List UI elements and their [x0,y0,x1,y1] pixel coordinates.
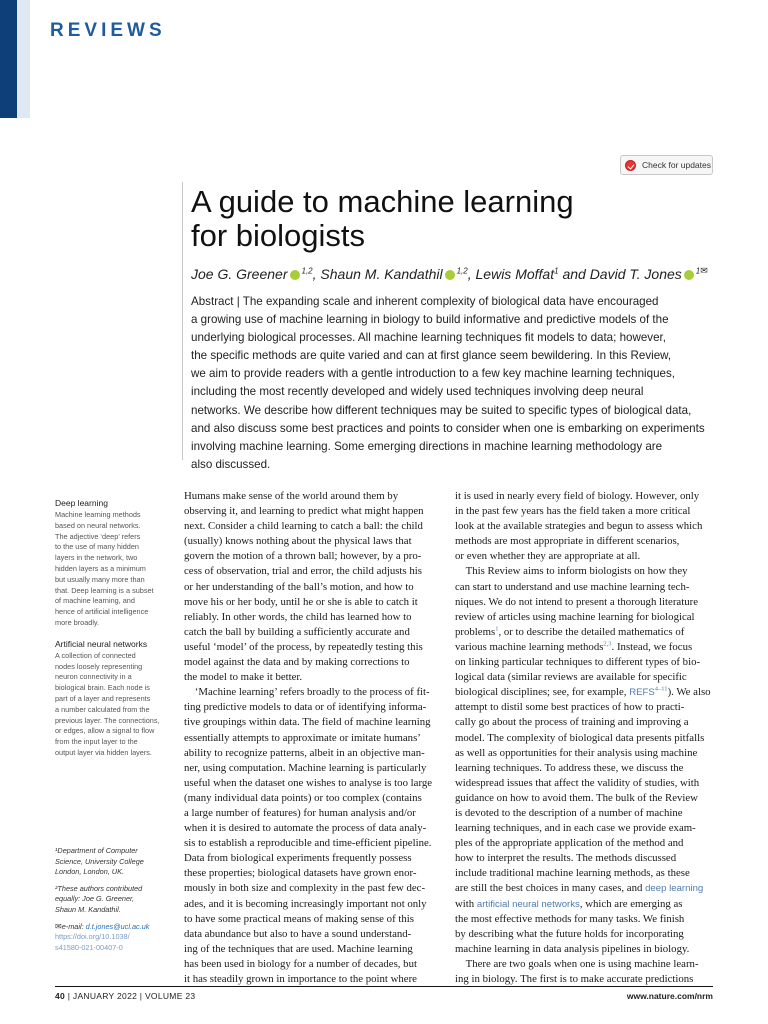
body-line [455,625,713,640]
author-list [191,266,731,282]
body-text: , which are emerging as [579,897,683,910]
footer-rule [55,986,713,987]
abstract-line: also discussed. [191,457,271,471]
glossary-line: from the input layer to the [55,737,138,747]
body-line: sis to establish a reproducible and time-efficient pipeline. [184,837,432,850]
body-line: logical data (similar reviews are available for specific [455,671,687,684]
glossary-line: nodes loosely representing [55,661,143,671]
body-line: has been used in biology for a number of decades, but [184,957,417,970]
author-2-affiliation: 1,2 [456,266,468,276]
glossary-line: based on neural networks. [55,520,141,530]
body-line: mously in both size and complexity in the past few dec- [184,882,426,895]
body-line: tive groupings within data. The field of machine learning [184,716,431,729]
affiliation-line: ²These authors contributed [55,883,143,893]
author-3[interactable]: , Lewis Moffat [467,266,555,282]
abstract-line: involving machine learning. Some emerging directions in machine learning methodology are [191,439,663,453]
body-line: ples of the appropriate application of the method and [455,837,684,850]
body-line: essentially attempts to approximate or imitate humans’ [184,731,421,744]
body-line: Humans make sense of the world around them by [184,490,399,502]
body-text: , or to describe the detailed mathematics of [498,625,685,638]
reference-link[interactable]: 1 [495,625,499,633]
body-line: machine learning in data analysis pipelines in biology. [455,942,690,955]
body-line: useful when the dataset one wishes to analyse is too large [184,776,433,789]
reference-link[interactable]: 4–11 [654,685,668,693]
title-line-1: A guide to machine learning [191,184,574,219]
glossary-entry [55,498,170,629]
body-line: it has steadily grown in importance to the point where [184,973,417,985]
glossary-line: that. Deep learning is a subset [55,585,154,595]
doi-link[interactable]: s41580-021-00407-0 [55,942,123,952]
body-line: cess of observation, trial and error, the child adjusts his [184,565,422,578]
body-line: these properties; biological datasets have grown enor- [184,867,417,880]
glossary-line: Machine learning methods [55,510,141,519]
affiliation-line: London, London, UK. [55,867,124,877]
body-line: is devoted to the description of a number of machine [455,806,683,819]
reference-link[interactable]: 2,3 [603,640,612,648]
abstract [191,293,716,474]
refs-link[interactable]: REFS [629,687,655,699]
title-rule [182,182,183,460]
body-line: ing in biology. The first is to make accurate predictions [455,973,694,985]
body-line: ‘Machine learning’ refers broadly to the process of fit- [184,686,430,699]
glossary-line: layers in the network, two [55,553,138,563]
body-line: catch the ball by building a sufficiently accurate and [184,625,410,638]
body-line: cally go about the process of training and improving a [455,716,689,729]
check-for-updates-label: Check for updates [642,160,711,170]
glossary-line: hence of artificial intelligence [55,607,149,617]
body-line: when it is desired to automate the process of data analy- [184,822,427,835]
body-line: This Review aims to inform biologists on how they [455,565,688,578]
abstract-line: and also discuss some best practices and points to consider when one is embarking on experiments [191,421,705,435]
glossary-line: biological brain. Each node is [55,683,150,693]
body-line: it is used in nearly every field of biology. However, only [455,490,700,502]
body-line: model. The complexity of biological data presents pitfalls [455,731,705,744]
body-line: ability to recognize patterns, albeit in an objective man- [184,746,425,759]
body-line: attempt to distil some best practices of how to practi- [455,701,685,714]
body-line: Data from biological experiments frequently possess [184,852,412,865]
body-line: to have some practical means of making sense of this [184,912,414,925]
body-line [455,685,713,700]
body-line: how to interpret the results. The methods discussed [455,852,677,865]
body-line: a large number of features) for human analysis and/or [184,806,416,819]
body-line: (usually) knows nothing about the physical laws that [184,535,412,548]
abstract-line: the specific methods are quite varied and can at first glance seem bewildering. In this Review, [191,349,672,363]
body-line: next. Consider a child learning to catch a ball: the child [184,520,423,533]
glossary-line: output layer via hidden layers. [55,747,152,757]
body-column-1 [184,489,441,987]
author-4-affiliation: 1 [695,266,701,276]
body-line: widespread issues that affect the validity of studies, with [455,776,700,789]
glossary-line: to the use of many hidden [55,542,139,552]
glossary-entry [55,639,170,759]
glossary-line: The adjective ‘deep’ refers [55,531,141,541]
body-line: model against the data and by making corrections to [184,656,410,669]
orcid-icon[interactable] [445,270,455,280]
body-line: or even whether they are appropriate at all. [455,550,641,563]
affiliation-line: Shaun M. Kandathil. [55,904,121,914]
body-text: are still the best choices in many cases, and [455,882,646,895]
body-text: problems [455,625,496,638]
body-line: methods are most appropriate in different scenarios, [455,535,680,548]
glossary-term: Deep learning [55,498,108,508]
abstract-line: a growing use of machine learning in biology to build informative and predictive models of the [191,313,669,327]
body-line [455,640,713,655]
abstract-line: including the most recently developed and widely used techniques involving deep neural [191,385,644,399]
affiliations [55,846,173,953]
body-line: or her understanding of the ball’s motion, and how to [184,580,414,593]
body-line: There are two goals when one is using machine learn- [455,957,699,970]
author-1[interactable]: Joe G. Greener [191,266,288,282]
page-number: 40 [55,991,66,1001]
glossary-line: part of a layer and represents [55,693,151,703]
title-line-2: for biologists [191,218,366,253]
glossary-line: more broadly. [55,617,100,627]
glossary-line: or edges, allow a signal to flow [55,726,155,736]
contact [55,922,173,954]
body-line: guidance on how to avoid them. The bulk of the Review [455,791,698,804]
glossary-line: of machine learning, and [55,596,135,606]
section-color-bar-shade [17,0,30,118]
body-line: reliably. In other words, the child has learned how to [184,610,412,623]
body-line: niques. We do not intend to present a thorough literature [455,595,699,608]
affiliation-line: equally: Joe G. Greener, [55,894,135,904]
glossary-term: Artificial neural networks [55,638,148,649]
glossary-line: previous layer. The connections, [55,715,160,725]
glossary-link-artificial-neural-networks[interactable]: artificial neural networks [476,898,580,910]
abstract-line: underlying biological processes. All machine learning techniques fit models to data; however, [191,331,666,345]
body-text: biological disciplines; see, for example, [455,686,630,699]
author-2[interactable]: , Shaun M. Kandathil [312,266,443,282]
glossary-line: A collection of connected [55,650,136,660]
body-line: the model to make it better. [184,671,303,684]
glossary-line: hidden layers as a minimum [55,563,146,573]
footer-issue-info [55,991,195,1001]
check-updates-icon [625,160,636,171]
section-label: REVIEWS [50,20,166,41]
orcid-icon[interactable] [290,270,300,280]
doi-link[interactable]: https://doi.org/10.1038/ [55,932,130,942]
email-link[interactable]: d.t.jones@ucl.ac.uk [85,921,150,931]
body-line: learning techniques, and in each case we provide exam- [455,822,696,835]
footer-journal-url[interactable]: www.nature.com/nrm [626,991,713,1001]
body-line: by describing what the future holds for incorporating [455,927,684,940]
body-line: observing it, and learning to predict what might happen [184,505,424,518]
body-line [455,897,713,912]
author-4[interactable]: and David T. Jones [558,266,682,282]
body-line: govern the motion of a thrown ball; however, by a pro- [184,550,422,563]
affiliation-1 [55,846,173,878]
body-line: include traditional machine learning methods, as these [455,867,690,880]
body-text: various machine learning methods [455,640,604,653]
body-line: learning techniques. To address these, we discuss the [455,761,684,774]
body-line: the most effective methods for many tasks. We finish [455,912,685,925]
issue-info: | JANUARY 2022 | VOLUME 23 [65,991,196,1001]
author-3-affiliation: 1 [554,266,559,276]
body-line: ades, and it is becoming increasingly important not only [184,897,427,910]
affiliation-2 [55,884,173,916]
section-color-bar [0,0,17,118]
glossary-definition [55,651,170,759]
body-line: in the past few years has the field taken a more critical [455,505,691,518]
body-line: review of articles using machine learning for biological [455,610,695,623]
body-line: can start to understand and use machine learning tech- [455,580,690,593]
abstract-line: Abstract | The expanding scale and inherent complexity of biological data have encouraged [191,295,659,308]
body-line: ing of the techniques that are used. Machine learning [184,942,413,955]
body-line: on linking particular techniques to different types of bio- [455,656,701,669]
glossary-line: but usually many more than [55,574,145,584]
body-line: useful ‘model’ of the process, by repeatedly testing this [184,640,423,653]
envelope-icon: ✉ [55,921,62,931]
glossary-sidebar [55,498,170,769]
email-label: e-mail: [61,921,86,931]
body-line: ting predictive models to data or of identifying informa- [184,701,427,714]
envelope-icon[interactable]: ✉ [700,265,708,276]
body-line: move his or her body, until he or she is able to catch it [184,595,418,608]
body-column-2 [455,489,713,987]
body-text: with [455,897,477,910]
body-text: ). We also [667,686,711,699]
affiliation-line: ¹Department of Computer [55,846,138,855]
body-line: look at the available strategies and begun to assess which [455,520,703,533]
affiliation-line: Science, University College [55,856,144,866]
body-line [455,881,713,896]
glossary-link-deep-learning[interactable]: deep learning [645,883,704,895]
glossary-line: a number calculated from the [55,704,150,714]
article-title [191,185,711,253]
body-line: ner, using computation. Machine learning is particularly [184,761,427,774]
body-line: (many individual data points) or too complex (contains [184,791,422,804]
body-line: data abundance but also to have a sound understand- [184,927,412,940]
author-1-affiliation: 1,2 [301,266,313,276]
orcid-icon[interactable] [684,270,694,280]
body-line: as well as opportunities for their analysis using machine [455,746,698,759]
glossary-line: neuron connectivity in a [55,672,132,682]
glossary-definition [55,510,170,629]
check-for-updates-button[interactable] [620,155,713,175]
abstract-line: networks. We describe how different techniques may be suited to specific types of biological data, [191,403,692,417]
abstract-line: we aim to provide readers with a gentle introduction to a few key machine learning techniques, [191,367,675,381]
body-text: . Instead, we focus [611,640,693,653]
